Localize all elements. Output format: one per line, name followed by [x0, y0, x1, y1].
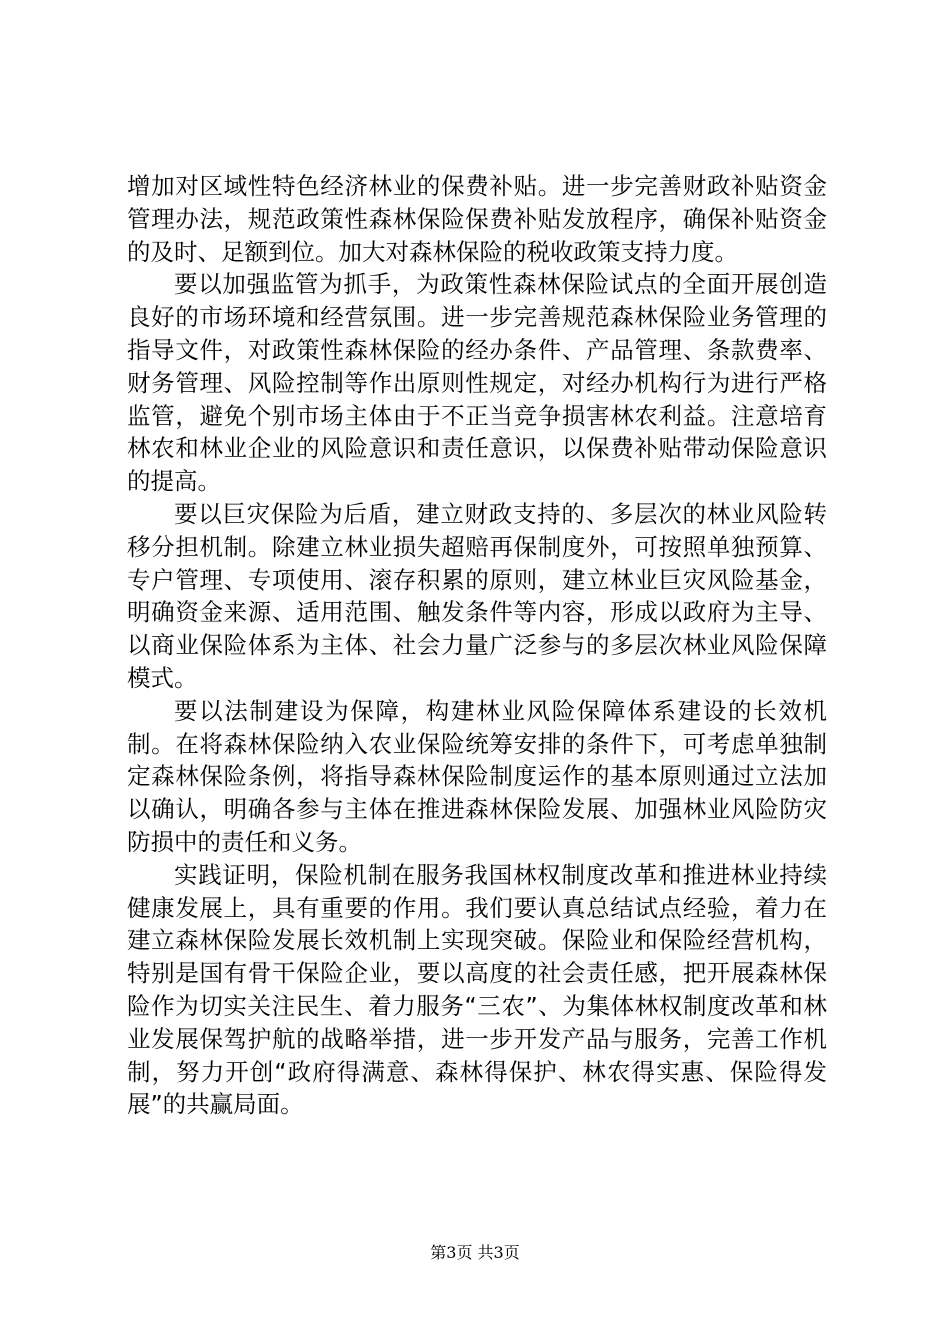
document-body [127, 170, 827, 1121]
page-footer [0, 1243, 950, 1263]
paragraph-3: 要以巨灾保险为后盾，建立财政支持的、多层次的林业风险转移分担机制。除建立林业损失超赔再保制度外，可按照单独预算、专户管理、专项使用、滚存积累的原则，建立林业巨灾风险基金，明确资金来源、适用范围、触发条件等内容，形成以政府为主导、以商业保险体系为主体、社会力量广泛参与的多层次林业风险保障模式。 [127, 499, 827, 692]
paragraph-2: 要以加强监管为抓手，为政策性森林保险试点的全面开展创造良好的市场环境和经营氛围。进一步完善规范森林保险业务管理的指导文件，对政策性森林保险的经办条件、产品管理、条款费率、财务管理、风险控制等作出原则性规定，对经办机构行为进行严格监管，避免个别市场主体由于不正当竞争损害林农利益。注意培育林农和林业企业的风险意识和责任意识，以保费补贴带动保险意识的提高。 [127, 270, 827, 496]
paragraph-4: 要以法制建设为保障，构建林业风险保障体系建设的长效机制。在将森林保险纳入农业保险统筹安排的条件下，可考虑单独制定森林保险条例，将指导森林保险制度运作的基本原则通过立法加以确认，明确各参与主体在推进森林保险发展、加强林业风险防灾防损中的责任和义务。 [127, 696, 827, 856]
paragraph-1: 增加对区域性特色经济林业的保费补贴。进一步完善财政补贴资金管理办法，规范政策性森林保险保费补贴发放程序，确保补贴资金的及时、足额到位。加大对森林保险的税收政策支持力度。 [127, 172, 827, 266]
paragraph-5: 实践证明，保险机制在服务我国林权制度改革和推进林业持续健康发展上，具有重要的作用。我们要认真总结试点经验，着力在建立森林保险发展长效机制上实现突破。保险业和保险经营机构，特别是国有骨干保险企业，要以高度的社会责任感，把开展森林保险作为切实关注民生、着力服务“三农”、为集体林权制度改革和林业发展保驾护航的战略举措，进一步开发产品与服务，完善工作机制，努力开创“政府得满意、森林得保护、林农得实惠、保险得发展”的共赢局面。 [127, 860, 827, 1119]
page-number-label: 第3页 共3页 [430, 1243, 520, 1262]
